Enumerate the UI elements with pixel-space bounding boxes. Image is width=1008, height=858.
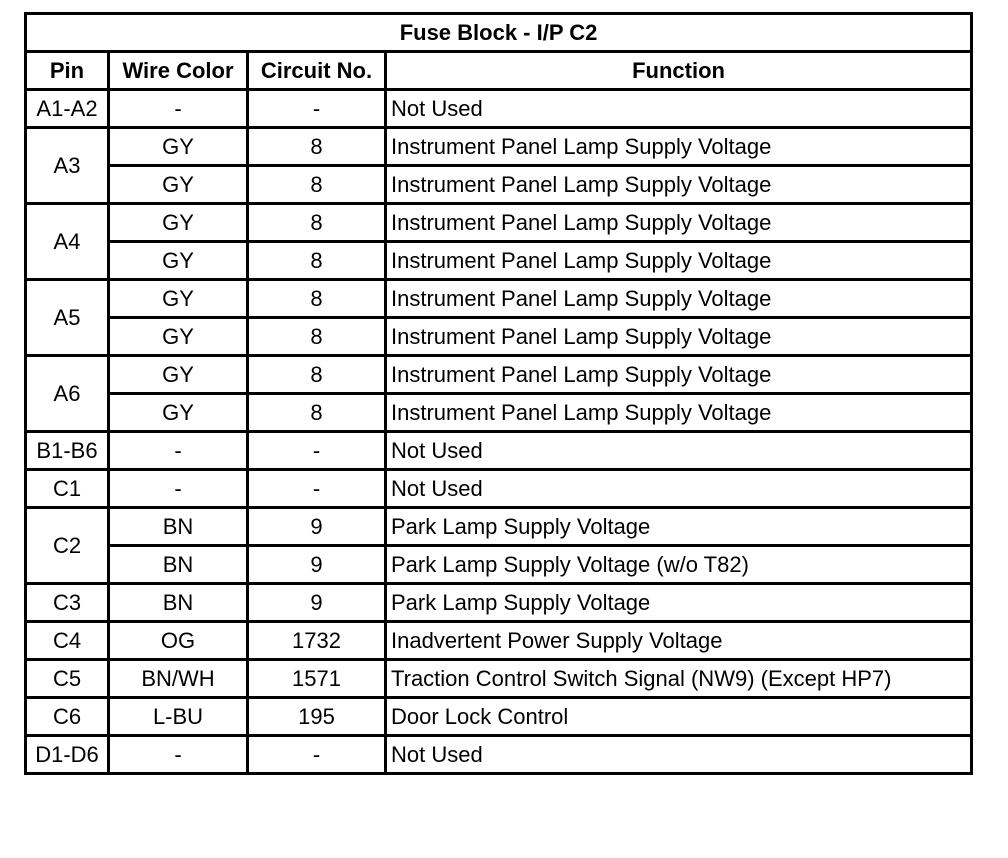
- function-cell: Instrument Panel Lamp Supply Voltage: [386, 242, 972, 280]
- circuit-no-cell: 8: [248, 128, 386, 166]
- header-wire-color: Wire Color: [109, 52, 248, 90]
- header-circuit-no: Circuit No.: [248, 52, 386, 90]
- circuit-no-cell: 8: [248, 280, 386, 318]
- pin-cell: A1-A2: [26, 90, 109, 128]
- header-function: Function: [386, 52, 972, 90]
- pin-cell: C5: [26, 660, 109, 698]
- table-row: [26, 660, 972, 698]
- circuit-no-cell: 8: [248, 356, 386, 394]
- function-cell: Park Lamp Supply Voltage (w/o T82): [386, 546, 972, 584]
- table-row: [26, 128, 972, 166]
- pin-cell: C3: [26, 584, 109, 622]
- wire-color-cell: GY: [109, 204, 248, 242]
- table-row: [26, 432, 972, 470]
- table-row: [26, 356, 972, 394]
- title-row: [26, 14, 972, 52]
- table-body: [26, 90, 972, 774]
- circuit-no-cell: -: [248, 432, 386, 470]
- table-row: [26, 508, 972, 546]
- table-row: [26, 280, 972, 318]
- function-cell: Instrument Panel Lamp Supply Voltage: [386, 280, 972, 318]
- circuit-no-cell: 9: [248, 584, 386, 622]
- pin-cell: A4: [26, 204, 109, 280]
- pin-cell: C4: [26, 622, 109, 660]
- header-pin: Pin: [26, 52, 109, 90]
- wire-color-cell: -: [109, 90, 248, 128]
- header-row: [26, 52, 972, 90]
- circuit-no-cell: 8: [248, 166, 386, 204]
- circuit-no-cell: 8: [248, 318, 386, 356]
- wire-color-cell: -: [109, 432, 248, 470]
- pin-cell: A6: [26, 356, 109, 432]
- table-row: [26, 736, 972, 774]
- wire-color-cell: GY: [109, 166, 248, 204]
- table-row: [26, 90, 972, 128]
- wire-color-cell: GY: [109, 318, 248, 356]
- circuit-no-cell: 195: [248, 698, 386, 736]
- fuse-block-table-container: [24, 12, 973, 775]
- table-row: [26, 166, 972, 204]
- function-cell: Instrument Panel Lamp Supply Voltage: [386, 394, 972, 432]
- table-row: [26, 470, 972, 508]
- pin-cell: D1-D6: [26, 736, 109, 774]
- table-title: Fuse Block - I/P C2: [26, 14, 972, 52]
- function-cell: Instrument Panel Lamp Supply Voltage: [386, 356, 972, 394]
- table-row: [26, 242, 972, 280]
- circuit-no-cell: -: [248, 470, 386, 508]
- circuit-no-cell: 1732: [248, 622, 386, 660]
- table-row: [26, 394, 972, 432]
- function-cell: Not Used: [386, 736, 972, 774]
- function-cell: Instrument Panel Lamp Supply Voltage: [386, 204, 972, 242]
- function-cell: Park Lamp Supply Voltage: [386, 508, 972, 546]
- pin-cell: C6: [26, 698, 109, 736]
- circuit-no-cell: 1571: [248, 660, 386, 698]
- table-row: [26, 622, 972, 660]
- function-cell: Traction Control Switch Signal (NW9) (Except HP7): [386, 660, 972, 698]
- circuit-no-cell: 8: [248, 204, 386, 242]
- table-row: [26, 584, 972, 622]
- function-cell: Instrument Panel Lamp Supply Voltage: [386, 128, 972, 166]
- function-cell: Inadvertent Power Supply Voltage: [386, 622, 972, 660]
- circuit-no-cell: -: [248, 736, 386, 774]
- fuse-block-table: [24, 12, 973, 775]
- circuit-no-cell: 8: [248, 242, 386, 280]
- wire-color-cell: BN: [109, 546, 248, 584]
- circuit-no-cell: -: [248, 90, 386, 128]
- wire-color-cell: -: [109, 470, 248, 508]
- function-cell: Not Used: [386, 470, 972, 508]
- wire-color-cell: GY: [109, 356, 248, 394]
- wire-color-cell: -: [109, 736, 248, 774]
- table-row: [26, 546, 972, 584]
- circuit-no-cell: 8: [248, 394, 386, 432]
- function-cell: Door Lock Control: [386, 698, 972, 736]
- circuit-no-cell: 9: [248, 546, 386, 584]
- wire-color-cell: GY: [109, 394, 248, 432]
- circuit-no-cell: 9: [248, 508, 386, 546]
- pin-cell: B1-B6: [26, 432, 109, 470]
- wire-color-cell: BN: [109, 508, 248, 546]
- function-cell: Instrument Panel Lamp Supply Voltage: [386, 318, 972, 356]
- function-cell: Not Used: [386, 90, 972, 128]
- function-cell: Instrument Panel Lamp Supply Voltage: [386, 166, 972, 204]
- function-cell: Not Used: [386, 432, 972, 470]
- wire-color-cell: BN/WH: [109, 660, 248, 698]
- wire-color-cell: GY: [109, 128, 248, 166]
- wire-color-cell: GY: [109, 280, 248, 318]
- pin-cell: A5: [26, 280, 109, 356]
- pin-cell: C2: [26, 508, 109, 584]
- wire-color-cell: BN: [109, 584, 248, 622]
- wire-color-cell: OG: [109, 622, 248, 660]
- table-row: [26, 318, 972, 356]
- table-row: [26, 204, 972, 242]
- wire-color-cell: L-BU: [109, 698, 248, 736]
- pin-cell: A3: [26, 128, 109, 204]
- table-row: [26, 698, 972, 736]
- wire-color-cell: GY: [109, 242, 248, 280]
- pin-cell: C1: [26, 470, 109, 508]
- function-cell: Park Lamp Supply Voltage: [386, 584, 972, 622]
